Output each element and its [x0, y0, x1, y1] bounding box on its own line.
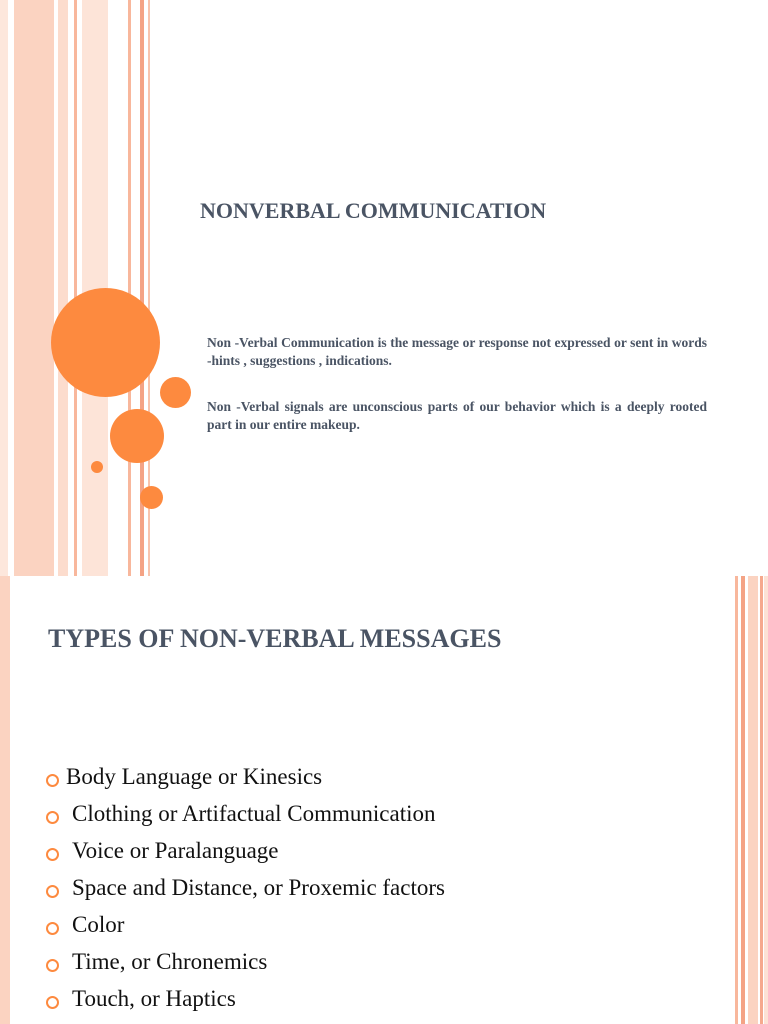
list-item	[46, 986, 445, 1023]
bullet-list	[46, 764, 445, 1023]
bullet-circle-icon	[46, 959, 59, 972]
stripe-line	[760, 576, 763, 1024]
list-item	[46, 949, 445, 986]
stripe-band	[748, 576, 758, 1024]
decorative-circle-small	[140, 486, 163, 509]
list-item	[46, 838, 445, 875]
bullet-circle-icon	[46, 922, 59, 935]
stripe-band	[0, 576, 10, 1024]
list-item-text: Clothing or Artifactual Communication	[72, 801, 436, 826]
slide-2	[0, 576, 768, 1024]
stripe-band	[14, 0, 54, 576]
bullet-circle-icon	[46, 848, 59, 861]
slide-1-paragraph: Non -Verbal Communication is the message or response not expressed or sent in words -hints , suggestions , indications.	[207, 335, 707, 368]
stripe-band	[58, 0, 68, 576]
list-item-text: Voice or Paralanguage	[72, 838, 279, 863]
decorative-circle-medium	[110, 409, 164, 463]
list-item-text: Touch, or Haptics	[72, 986, 236, 1011]
list-item	[46, 801, 445, 838]
decorative-circle-small	[160, 377, 191, 408]
list-item-text: Space and Distance, or Proxemic factors	[72, 875, 445, 900]
stripe-line	[74, 0, 77, 576]
list-item-text: Body Language or Kinesics	[66, 764, 323, 789]
bullet-circle-icon	[46, 885, 59, 898]
list-item	[46, 875, 445, 912]
slide-2-title: TYPES OF NON-VERBAL MESSAGES	[48, 624, 502, 653]
bullet-circle-icon	[46, 996, 59, 1009]
decorative-circle-tiny	[91, 461, 103, 473]
stripe-line	[735, 576, 738, 1024]
stripe-line	[741, 576, 745, 1024]
stripe-band	[764, 576, 768, 1024]
list-item-text: Time, or Chronemics	[72, 949, 268, 974]
list-item-text: Color	[72, 912, 125, 937]
slide-1-paragraph: Non -Verbal signals are unconscious parts of our behavior which is a deeply rooted part in our entire makeup.	[207, 399, 707, 432]
bullet-circle-icon	[46, 811, 59, 824]
stripe-line	[128, 0, 131, 576]
bullet-circle-icon	[46, 774, 59, 787]
list-item	[46, 764, 445, 801]
slide-1-title: NONVERBAL COMMUNICATION	[200, 198, 547, 223]
decorative-circle-large	[51, 288, 160, 397]
stripe-band	[0, 0, 8, 576]
list-item	[46, 912, 445, 949]
